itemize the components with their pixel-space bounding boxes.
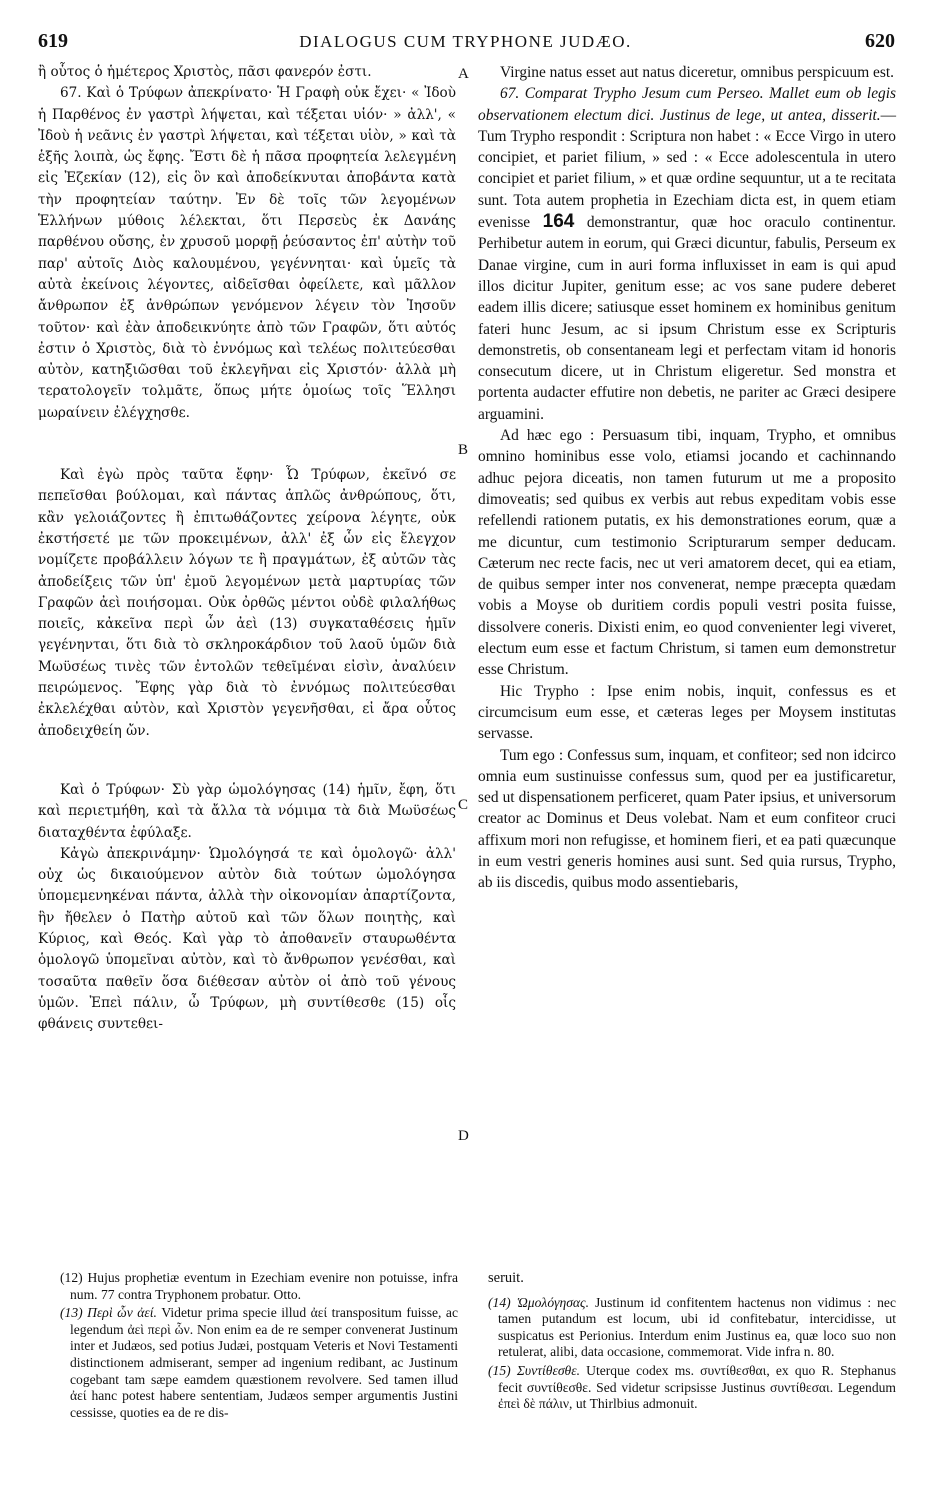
footnotes-right	[488, 1270, 896, 1415]
margin-letter-c: C	[458, 797, 469, 813]
page-number-left: 619	[38, 30, 68, 52]
greek-paragraph: ἢ οὗτος ὁ ἡμέτερος Χριστὸς, πᾶσι φανερόν ἐστι.	[38, 64, 372, 80]
greek-paragraph: Καὶ ὁ Τρύφων· Σὺ γὰρ ὡμολόγησας (14) ἡμῖν, ἔφη, ὅτι καὶ περιετμήθη, καὶ τὰ ἄλλα τὰ νόμιμα τὰ διὰ Μωϋσέως διαταχθέντα ἐφύλαξε.	[38, 781, 456, 841]
latin-column	[478, 62, 896, 894]
footnote-text: Uterque codex ms. συντίθεσθαι, ex quo R. Stephanus fecit συντίθεσθε. Sed videtur scripsisse Justinus συντίθεσαι. Legendum ἐπεὶ δὲ πάλιν, ut Thirlbius admonuit.	[498, 1362, 896, 1412]
footnote-15	[488, 1363, 896, 1413]
margin-letter-a: A	[458, 66, 469, 82]
greek-column	[38, 62, 456, 1035]
page-number-right: 620	[865, 30, 895, 52]
footnote-text: Justinum id confitentem hactenus non vidimus : nec tamen putandum est locum, ubi id confitebatur, intercidisse, ut suspicatus est Perionius. Interdum enim Justinus ea, quæ loco suo non retulerat, alibi, data occasione, commemorat. Vide infra n. 80.	[498, 1294, 896, 1360]
footnote-label: (13) Περὶ ὧν ἀεί.	[60, 1305, 157, 1321]
latin-paragraph: Tum ego : Confessus sum, inquam, et confiteor; sed non idcirco omnia eum sustinuisse confessus sum, quod per ea justificaretur, sed ut dispensationem perficeret, quam Pater ipsius, et universorum creator ac Dominus et Deus volebat. Nam et eum confiteor cruci affixum mori non refugisse, et hominem fieri, et ea pati quæcunque in eum vestri generis homines ausi sunt. Sed quia rursus, Trypho, ab iis discedis, quibus modo assentiebaris,	[478, 746, 896, 892]
edition-page-marker: 164	[542, 211, 575, 233]
chapter-summary: 67. Comparat Trypho Jesum cum Perseo. Mallet eum ob legis observationem electum dici. Justinus de lege, ut antea, disserit.	[478, 85, 896, 124]
footnote-12: (12) Hujus prophetiæ eventum in Ezechiam evenire non potuisse, infra num. 77 contra Tryphonem probatur. Otto.	[60, 1270, 458, 1302]
latin-text: demonstrantur, quæ hoc oraculo continentur. Perhibetur autem in eorum, qui Græci dicuntur, fabulis, Perseum ex Danae virgine, cum in auri forma influxisset in eam is qui apud illos dicitur Jupiter, genitum esse; ac vos sane pudere deberet eadem illis dicere; satiusque esset hominem ex hominibus genitum fateri hunc Jesum, ac si ipsum Christum esse ex Scripturis demonstretis, ob consentaneam legi et perfectam vitam id honoris consecutum dicere, ut in Christum eligeretur. Sed monstra et portenta audacter effutire non debetis, ne pariter ac Græci desipere arguamini.	[478, 214, 896, 423]
footnote-text: Videtur prima specie illud ἀεί transpositum fuisse, ac legendum ἀεὶ περὶ ὧν. Non enim ea de re semper convenerat Justinum inter et Judæos, sed potius Judæi, postquam Veteris et Novi Testamenti distinctionem admiserant, semper ad ingenium redibant, ac Justinum cogebant tam sæpe eamdem quæstionem revolvere. Sed tamen illud ἀεί hanc potest habere sententiam, Judæos semper argumentis Justini cessisse, quoties ea de re dis-	[70, 1305, 459, 1420]
greek-paragraph: Κἀγὼ ἀπεκρινάμην· Ὡμολόγησά τε καὶ ὁμολογῶ· ἀλλ' οὐχ ὡς δικαιούμενον αὐτὸν διὰ τούτων ὡμολόγησα ὑπομεμενηκέναι πάντα, ἀλλὰ τὴν οἰκονομίαν ἀπαρτίζοντα, ἣν ἤθελεν ὁ Πατὴρ αὐτοῦ καὶ τῶν ὅλων ποιητὴς, καὶ Κύριος, καὶ Θεός. Καὶ γὰρ τὸ ἀποθανεῖν σταυρωθέντα ὁμολογῶ ὑπομεῖναι αὐτὸν, καὶ τὸ ἄνθρωπον γενέσθαι, καὶ τοσαῦτα παθεῖν ὅσα διέθεσαν αὐτὸν οἱ ἀπὸ τοῦ γένους ὑμῶν. Ἐπεὶ πάλιν, ὦ Τρύφων, μὴ συντίθεσθε (15) οἷς φθάνεις συντεθει-	[38, 845, 456, 1033]
latin-paragraph	[478, 83, 896, 425]
greek-paragraph: 67. Καὶ ὁ Τρύφων ἀπεκρίνατο· Ἡ Γραφὴ οὐκ ἔχει· « Ἰδοὺ ἡ Παρθένος ἐν γαστρὶ λήψεται, καὶ τέξεται υἱόν· » ἀλλ', « Ἰδοὺ ἡ νεᾶνις ἐν γαστρὶ λήψεται, καὶ τέξεται υἱὸν, » καὶ τὰ ἑξῆς λοιπὰ, ὡς ἔφης. Ἔστι δὲ ἡ πᾶσα προφητεία λελεγμένη εἰς Ἐζεκίαν (12), εἰς ὃν καὶ ἀποδείκνυται ἀποβάντα κατὰ τὴν προφητείαν ταύτην. Ἐν δὲ τοῖς τῶν λεγομένων Ἑλλήνων μύθοις λέλεκται, ὅτι Περσεὺς ἐκ Δανάης παρθένου οὔσης, ἐν χρυσοῦ μορφῇ ῥεύσαντος ἐπ' αὐτὴν τοῦ παρ' αὐτοῖς Διὸς καλουμένου, γεγέννηται· καὶ ὑμεῖς τὰ αὐτὰ ἐκείνοις λέγοντες, αἰδεῖσθαι ὀφείλετε, καὶ μᾶλλον ἄνθρωπον ἐξ ἀνθρώπων γενόμενον λέγειν τὸν Ἰησοῦν τοῦτον· καὶ ἐὰν ἀποδεικνύητε ἀπὸ τῶν Γραφῶν, ὅτι αὐτός ἐστιν ὁ Χριστὸς, διὰ τὸ ἐννόμως καὶ τελέως πολιτεύεσθαι αὐτὸν, κατηξιῶσθαι τοῦ ἐκλεγῆναι εἰς Χριστόν· ἀλλὰ μὴ τερατολογεῖν τολμᾶτε, ὅπως μήτε ὁμοίως τοῖς Ἕλλησι μωραίνειν ἐλέγχησθε.	[38, 85, 456, 421]
page-header	[0, 30, 931, 56]
latin-text: — Tum Trypho respondit : Scriptura non habet : « Ecce Virgo in utero concipiet, et pariet filium, » sed : « Ecce adolescentula in utero concipiet et pariet filium, » et quæ ordine sequuntur, ut a te recitata sunt. Tota autem prophetia in Ezechiam dicta est, in quem etiam evenisse	[478, 106, 896, 232]
latin-paragraph: Hic Trypho : Ipse enim nobis, inquit, confessus es et circumcisum eum esse, et cæteras leges per Moysem institutas servasse.	[478, 682, 896, 743]
running-title: DIALOGUS CUM TRYPHONE JUDÆO.	[299, 32, 632, 51]
footnote-label: (14) Ὡμολόγησας.	[488, 1294, 589, 1310]
footnote-14	[488, 1295, 896, 1361]
latin-continuation: seruit.	[488, 1270, 524, 1286]
margin-letter-d: D	[458, 1128, 469, 1144]
margin-letter-b: B	[458, 442, 469, 458]
latin-paragraph: Virgine natus esset aut natus diceretur, omnibus perspicuum est.	[500, 64, 894, 81]
footnote-13	[60, 1305, 458, 1421]
greek-paragraph: Καὶ ἐγὼ πρὸς ταῦτα ἔφην· Ὦ Τρύφων, ἐκεῖνό σε πεπεῖσθαι βούλομαι, καὶ πάντας ἁπλῶς ἀνθρώπους, ὅτι, κἂν γελοιάζοντες ἢ ἐπιτωθάζοντες χείρονα λέγητε, οὐκ ἐκστήσετέ με τῶν προκειμένων, ἀλλ' ἐξ ὧν εἰς ἔλεγχον νομίζετε προβάλλειν λόγων τε ἢ πραγμάτων, ἐξ αὐτῶν τὰς ἀποδείξεις τῶν ὑπ' ἐμοῦ λεγομένων μετὰ μαρτυρίας τῶν Γραφῶν ἀεὶ ποιήσομαι. Οὐκ ὀρθῶς μέντοι οὐδὲ φιλαλήθως ποιεῖς, κἀκεῖνα περὶ ὧν ἀεὶ (13) συγκαταθέσεις ἡμῖν γεγένηνται, ὅτι διὰ τὸ σκληροκάρδιον τοῦ λαοῦ ὑμῶν διὰ Μωϋσέως τινὲς τῶν ἐντολῶν τεθεῖμέναι εἰσὶν, ἀναλύειν πειρώμενος. Ἔφης γὰρ διὰ τὸ ἐννόμως πολιτεύεσθαι ἐκλελέχθαι αὐτὸν, καὶ Χριστὸν γεγενῆσθαι, εἰ ἄρα οὗτος ἀποδειχθείη ὤν.	[38, 467, 456, 739]
footnote-label: (15) Συντίθεσθε.	[488, 1362, 580, 1378]
footnotes-left	[60, 1270, 458, 1423]
latin-paragraph: Ad hæc ego : Persuasum tibi, inquam, Trypho, et omnibus omnino hominibus esse volo, etiamsi jocando et cachinnando adhuc pejora diceatis, non tamen futurum ut me a proposito dimoveatis; sed quibus ex verbis aut rebus expeditam vobis esse refellendi rationem putatis, ex his demonstrationes eorum, quæ a me dicuntur, cum testimonio Scripturarum semper deducam. Cæterum nec recte facis, nec ut veri amatorem decet, qui ea etiam, de quibus semper inter nos convenerat, nempe præcepta quædam vobis a Moyse ob duritiem cordis populi vestri posita fuisse, dissolvere coneris. Dixisti enim, eo quod convenienter legi viveret, electum eum esse et factum Christum, si tamen eum demonstretur esse Christum.	[478, 427, 896, 679]
